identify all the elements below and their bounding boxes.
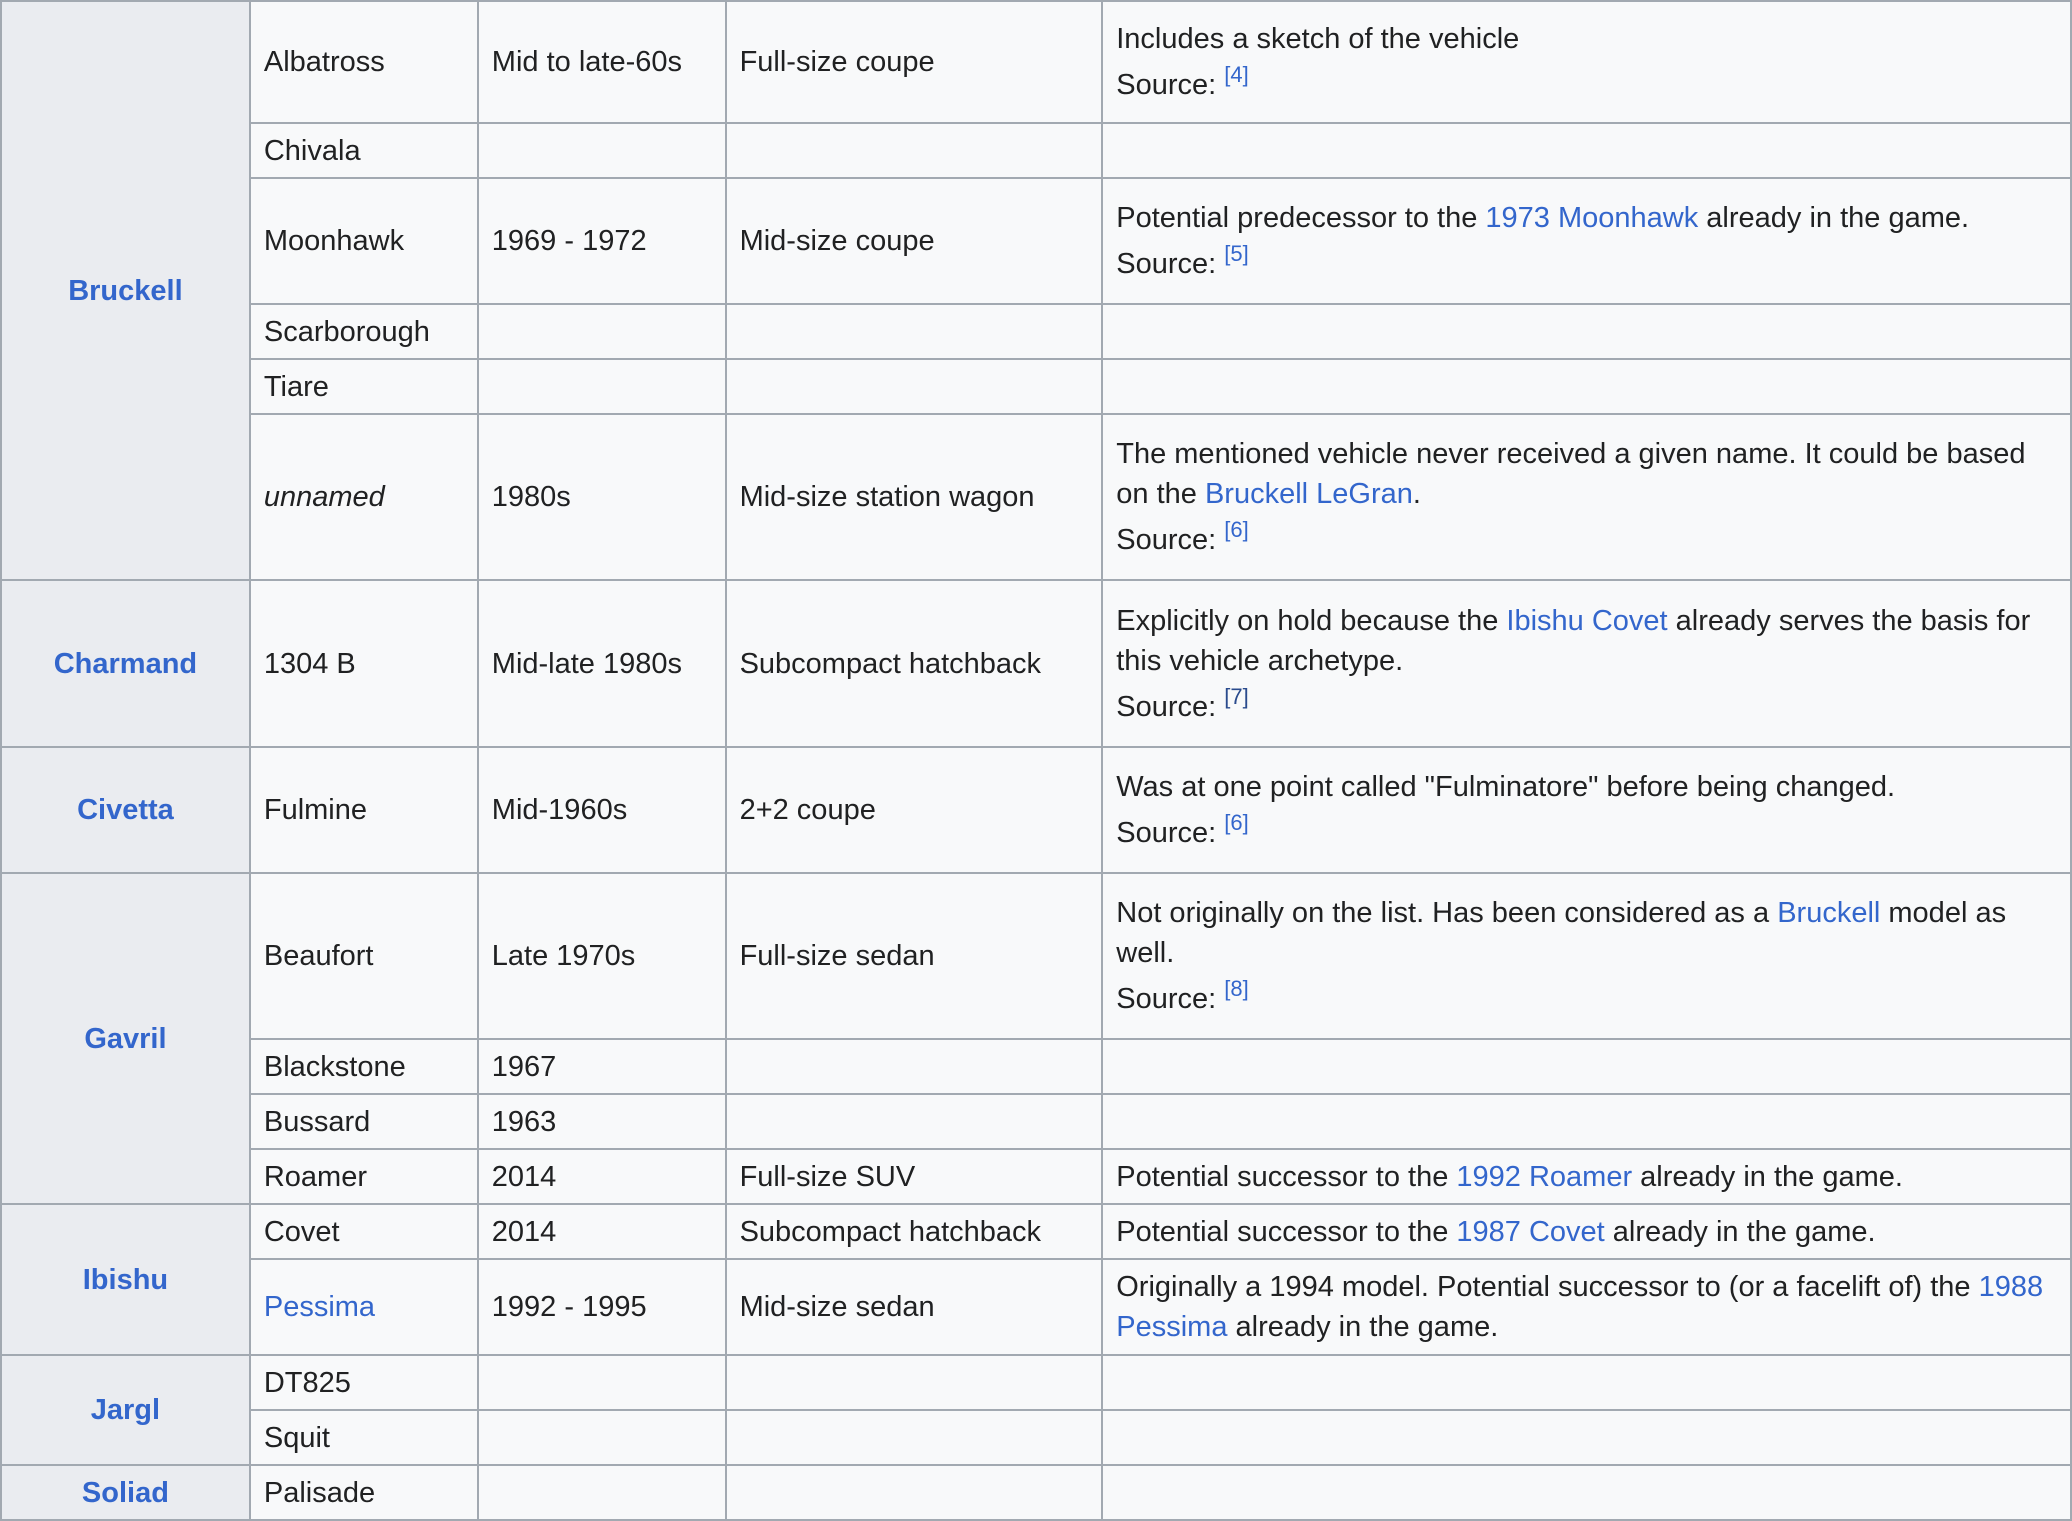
- notes-link[interactable]: Bruckell LeGran: [1204, 478, 1413, 510]
- era-cell: Mid-late 1980s: [478, 580, 726, 747]
- notes-text: Potential successor to the: [1116, 1160, 1457, 1193]
- notes-cell: [1102, 580, 2071, 747]
- notes-cell: [1102, 359, 2071, 414]
- model-cell: 1304 B: [250, 580, 478, 747]
- notes-cell: [1102, 1, 2071, 123]
- source-line: [1116, 810, 2057, 853]
- type-cell: [726, 1039, 1103, 1094]
- ref-link[interactable]: [7]: [1224, 683, 1249, 709]
- type-cell: [726, 123, 1103, 178]
- table-row: [1, 747, 2071, 873]
- notes-text: Was at one point called "Fulminatore" before being changed.: [1116, 771, 1896, 803]
- brand-cell: [1, 873, 250, 1204]
- type-cell: Full-size coupe: [726, 1, 1103, 123]
- notes-cell: [1102, 414, 2071, 580]
- source-line: [1116, 517, 2057, 560]
- brand-link-ibishu[interactable]: Ibishu: [82, 1263, 169, 1296]
- table-row: [1, 123, 2071, 178]
- notes-text: Potential successor to the: [1116, 1215, 1457, 1248]
- notes-link[interactable]: 1992 Roamer: [1456, 1160, 1633, 1193]
- table-row: [1, 359, 2071, 414]
- source-line: [1116, 683, 2057, 727]
- brand-cell: [1, 1465, 250, 1520]
- table-row: [1, 1204, 2071, 1259]
- table-row: [1, 1410, 2071, 1465]
- era-cell: 1980s: [478, 414, 726, 580]
- brand-link-jargl[interactable]: Jargl: [90, 1394, 161, 1426]
- notes-link[interactable]: Ibishu Covet: [1506, 604, 1668, 637]
- notes-cell: [1102, 1149, 2071, 1204]
- notes-text: already in the game.: [1227, 1311, 1499, 1343]
- model-cell: Beaufort: [250, 873, 478, 1039]
- type-cell: [726, 1355, 1103, 1410]
- notes-cell: [1102, 1039, 2071, 1094]
- source-label: Source:: [1116, 690, 1225, 723]
- notes-cell: [1102, 304, 2071, 359]
- type-cell: [726, 1410, 1103, 1465]
- notes-text: already serves the basis for this vehicle archetype.: [1116, 604, 2031, 677]
- era-cell: 2014: [478, 1149, 726, 1204]
- notes-text: Originally a 1994 model. Potential successor to (or a facelift of) the: [1116, 1271, 1979, 1303]
- brand-link-charmand[interactable]: Charmand: [53, 647, 198, 680]
- type-cell: Subcompact hatchback: [726, 1204, 1103, 1259]
- notes-cell: [1102, 1259, 2071, 1355]
- table-row: [1, 580, 2071, 747]
- brand-link-gavril[interactable]: Gavril: [84, 1022, 167, 1055]
- brand-link-civetta[interactable]: Civetta: [77, 794, 174, 826]
- ref-link[interactable]: [5]: [1224, 241, 1249, 266]
- notes-text: already in the game.: [1698, 202, 1970, 234]
- table-row: [1, 1355, 2071, 1410]
- model-cell: Scarborough: [250, 304, 478, 359]
- type-cell: [726, 304, 1103, 359]
- notes-text: Includes a sketch of the vehicle: [1116, 23, 1520, 55]
- notes-cell: [1102, 1355, 2071, 1410]
- source-label: Source:: [1116, 248, 1225, 280]
- notes-text: Explicitly on hold because the: [1116, 604, 1507, 637]
- era-cell: Mid to late-60s: [478, 1, 726, 123]
- type-cell: Mid-size station wagon: [726, 414, 1103, 580]
- notes-text: Not originally on the list. Has been considered as a: [1116, 897, 1778, 929]
- source-line: [1116, 976, 2057, 1019]
- notes-cell: [1102, 123, 2071, 178]
- era-cell: 1963: [478, 1094, 726, 1149]
- model-cell: DT825: [250, 1355, 478, 1410]
- type-cell: [726, 1094, 1103, 1149]
- brand-cell: [1, 1204, 250, 1355]
- model-cell: Fulmine: [250, 747, 478, 873]
- era-cell: [478, 1410, 726, 1465]
- notes-cell: [1102, 1465, 2071, 1520]
- source-label: Source:: [1116, 817, 1225, 849]
- brand-cell: [1, 1355, 250, 1465]
- type-cell: [726, 359, 1103, 414]
- type-cell: Mid-size sedan: [726, 1259, 1103, 1355]
- ref-link[interactable]: [8]: [1224, 976, 1249, 1001]
- notes-cell: [1102, 1204, 2071, 1259]
- table-row: [1, 1, 2071, 123]
- model-cell: Squit: [250, 1410, 478, 1465]
- era-cell: Mid-1960s: [478, 747, 726, 873]
- era-cell: [478, 1465, 726, 1520]
- notes-text: The mentioned vehicle never received a given name. It could be based on the: [1116, 438, 2026, 510]
- model-cell: unnamed: [250, 414, 478, 580]
- table-row: [1, 873, 2071, 1039]
- ref-link[interactable]: [6]: [1224, 517, 1249, 542]
- source-label: Source:: [1116, 983, 1225, 1015]
- table-row: [1, 1094, 2071, 1149]
- era-cell: 1967: [478, 1039, 726, 1094]
- model-cell: Moonhawk: [250, 178, 478, 304]
- notes-text: Potential predecessor to the: [1116, 202, 1486, 234]
- brand-link-soliad[interactable]: Soliad: [81, 1476, 169, 1509]
- model-cell: Roamer: [250, 1149, 478, 1204]
- brand-cell: [1, 1, 250, 580]
- notes-text: .: [1412, 478, 1421, 510]
- type-cell: Subcompact hatchback: [726, 580, 1103, 747]
- model-cell: Tiare: [250, 359, 478, 414]
- table-row: [1, 1149, 2071, 1204]
- table-row: [1, 178, 2071, 304]
- notes-text: already in the game.: [1632, 1160, 1903, 1193]
- model-cell: Blackstone: [250, 1039, 478, 1094]
- model-cell: Covet: [250, 1204, 478, 1259]
- type-cell: [726, 1465, 1103, 1520]
- notes-text: already in the game.: [1604, 1215, 1876, 1248]
- brand-link-bruckell[interactable]: Bruckell: [68, 274, 183, 307]
- era-cell: 2014: [478, 1204, 726, 1259]
- source-line: [1116, 62, 2057, 105]
- table-row: [1, 414, 2071, 580]
- table-row: [1, 304, 2071, 359]
- table-row: [1, 1039, 2071, 1094]
- era-cell: [478, 1355, 726, 1410]
- ref-link[interactable]: [6]: [1224, 810, 1249, 835]
- notes-cell: [1102, 747, 2071, 873]
- notes-cell: [1102, 873, 2071, 1039]
- type-cell: 2+2 coupe: [726, 747, 1103, 873]
- notes-text: model as well.: [1116, 897, 2007, 969]
- model-cell: Chivala: [250, 123, 478, 178]
- notes-link[interactable]: 1987 Covet: [1456, 1215, 1605, 1248]
- model-link-pessima[interactable]: Pessima: [263, 1291, 376, 1323]
- era-cell: [478, 304, 726, 359]
- type-cell: Full-size sedan: [726, 873, 1103, 1039]
- notes-cell: [1102, 1094, 2071, 1149]
- era-cell: 1969 - 1972: [478, 178, 726, 304]
- model-cell: Bussard: [250, 1094, 478, 1149]
- notes-cell: [1102, 1410, 2071, 1465]
- source-label: Source:: [1116, 524, 1225, 556]
- type-cell: Full-size SUV: [726, 1149, 1103, 1204]
- era-cell: [478, 359, 726, 414]
- ref-link[interactable]: [4]: [1224, 62, 1249, 87]
- source-label: Source:: [1116, 69, 1225, 101]
- table-row: [1, 1465, 2071, 1520]
- model-cell: [250, 1259, 478, 1355]
- notes-cell: [1102, 178, 2071, 304]
- era-cell: Late 1970s: [478, 873, 726, 1039]
- table-row: [1, 1259, 2071, 1355]
- model-cell: Palisade: [250, 1465, 478, 1520]
- era-cell: [478, 123, 726, 178]
- brand-cell: [1, 580, 250, 747]
- era-cell: 1992 - 1995: [478, 1259, 726, 1355]
- notes-link[interactable]: Bruckell: [1777, 897, 1881, 929]
- notes-link[interactable]: 1973 Moonhawk: [1485, 202, 1699, 234]
- source-line: [1116, 241, 2057, 284]
- model-cell: Albatross: [250, 1, 478, 123]
- notes-link[interactable]: 1988 Pessima: [1116, 1271, 2044, 1343]
- type-cell: Mid-size coupe: [726, 178, 1103, 304]
- brand-cell: [1, 747, 250, 873]
